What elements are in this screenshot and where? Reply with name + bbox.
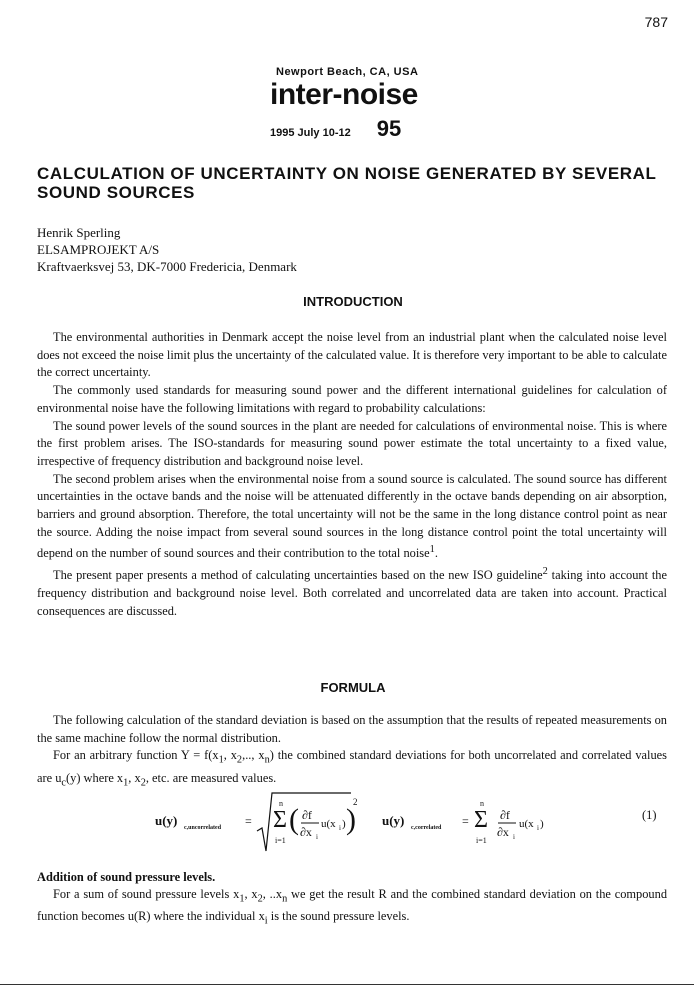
eq-partial-den-sub-2: i [513,833,515,841]
eq-lhs-correlated: u(y) [382,813,405,828]
eq-sum-upper-1: n [279,799,283,808]
eq-partial-den-2: ∂x [497,825,509,839]
eq-u-xi-sub-1: i [339,824,341,832]
addition-text: is the sound pressure levels. [267,909,410,924]
eq-partial-den-1: ∂x [300,825,312,839]
eq-partial-num-1: ∂f [302,808,312,822]
addition-text: For a sum of sound pressure levels x [53,887,240,901]
eq-u-xi-1: u(x [321,818,336,830]
formula-heading: FORMULA [320,680,386,695]
subscript: 2 [140,777,146,789]
eq-equals-1: = [245,814,252,828]
formula-text: ,.., x [242,748,265,763]
subscript: 1 [123,777,129,789]
subscript: 2 [257,893,263,905]
intro-paragraph-3: The sound power levels of the sound sources in the plant are needed for calculations of environmental noise. This is where the first problem arises. The ISO-standards for measuring sound power estimate the total uncertainty to a fixed value, irrespective of frequency distribution and background noise level. [37,418,667,468]
intro-paragraph-4-text: The second problem arises when the environmental noise from a sound source is calculated. The sound source has different uncertainties in the octave bands and the noise will be attenuated differently in the octave bands depending on air absorption, barriers and ground absorption. Therefore, the total uncertainty will not be the same in the long distance control point as near the source. Adding the noise impact from several sound sources in the long distance control point the total uncertainty will depend on the number of sound sources and their contribution to the total noise [37,471,667,561]
addition-body [37,886,667,930]
page-bottom-rule [0,984,694,985]
square-root-sign [257,793,351,851]
intro-paragraph-2: The commonly used standards for measuring sound power and the different international guidelines for calculation of environmental noise have the following limitations with regard to probability calculations: [37,383,667,415]
eq-partial-den-sub-1: i [316,833,318,841]
addition-paragraph-1 [37,886,667,930]
eq-u-xi-close-2: ) [540,818,544,830]
page-number: 787 [644,14,668,30]
subscript: 2 [236,754,243,766]
reference-1: 1 [429,544,435,556]
conference-date: 1995 July 10-12 [270,127,351,139]
formula-body [37,712,667,792]
addition-text: we get the result R and the combined standard deviation on the compound function becomes u(R) where the individual x [37,887,668,924]
addition-heading: Addition of sound pressure levels. [37,870,216,884]
intro-paragraph-4: The second problem arises when the environmental noise from a sound source is calculated. The sound source has different uncertainties in the octave bands and the noise will be attenuated differently in the octave bands depending on air absorption, barriers and ground absorption. Therefore, the total uncertainty will not be the same in the long distance control point as near the source. Adding the noise impact from several sound sources in the long distance control point the total uncertainty will depend on the number of sound sources and their contribution to the total noise$^1$. [37,471,667,561]
eq-lhs-correlated-sub: c,correlated [411,825,442,831]
eq-u-xi-2: u(x [519,818,534,830]
intro-paragraph-1: The environmental authorities in Denmark accept the noise level from an industrial plant when the calculated noise level does not exceed the noise limit plus the uncertainty of the calculated value. It is therefore very important to be able to calculate the correct uncertainty. [37,330,667,380]
eq-exponent: 2 [353,797,358,807]
subscript: n [264,754,270,766]
author-name: Henrik Sperling [37,225,121,240]
formula-text: For an arbitrary function Y = f(x [53,748,219,763]
eq-open-paren: ( [289,803,299,836]
introduction-body [37,329,667,621]
formula-paragraph-1: The following calculation of the standard deviation is based on the assumption that the results of repeated measurements on the same machine follow the normal distribution. [37,713,667,745]
addition-text: , x [244,887,258,901]
conference-date-row [270,116,470,142]
conference-logo: inter-noise [270,78,418,111]
eq-sum-1: Σ [273,807,287,833]
eq-lhs-uncorrelated-sub: c,uncorrelated [184,825,222,831]
eq-close-paren: ) [346,803,356,836]
formula-text: , etc. are measured values. [145,770,277,785]
conference-header [270,66,470,142]
subscript: 1 [218,754,224,766]
intro-paragraph-5-text-a: The present paper presents a method of calculating uncertainties based on the new ISO guideline [53,568,543,583]
reference-2: 2 [542,566,548,578]
subscript: 1 [239,893,245,905]
eq-partial-num-2: ∂f [500,808,510,822]
eq-u-xi-close-1: ) [342,818,346,830]
paper-title: CALCULATION OF UNCERTAINTY ON NOISE GENERATED BY SEVERAL SOUND SOURCES [37,164,657,202]
addition-text: , ..x [262,887,283,901]
eq-u-xi-sub-2: i [537,824,539,832]
eq-equals-2: = [462,814,469,828]
conference-venue: Newport Beach, CA, USA [276,66,419,78]
author-address: Kraftvaerksvej 53, DK-7000 Fredericia, Denmark [37,259,297,274]
equation-number: (1) [642,808,657,822]
conference-year-mark: 95 [376,116,402,141]
formula-text: , x [128,770,141,785]
formula-text: , x [223,748,237,763]
eq-sum-2: Σ [474,807,488,833]
subscript: i [264,915,268,927]
subscript: n [282,893,288,905]
equation-1 [37,785,667,855]
formula-text: ) the combined standard deviations for both uncorrelated and correlated values are u [37,748,667,785]
formula-text: (y) where x [66,770,124,785]
introduction-heading: INTRODUCTION [303,294,403,309]
eq-lhs-uncorrelated: u(y) [155,813,178,828]
intro-paragraph-5-text-b: taking into account the frequency distribution and background noise level. Both correlated and uncorrelated data are taken into account. Practical consequences are discussed. [37,568,667,618]
intro-paragraph-5 [37,563,667,620]
eq-sum-upper-2: n [480,799,484,808]
subscript: c [61,777,67,789]
eq-sum-lower-2: i=1 [476,836,487,845]
eq-sum-lower-1: i=1 [275,836,286,845]
author-organization: ELSAMPROJEKT A/S [37,242,160,257]
author-block [37,224,297,275]
